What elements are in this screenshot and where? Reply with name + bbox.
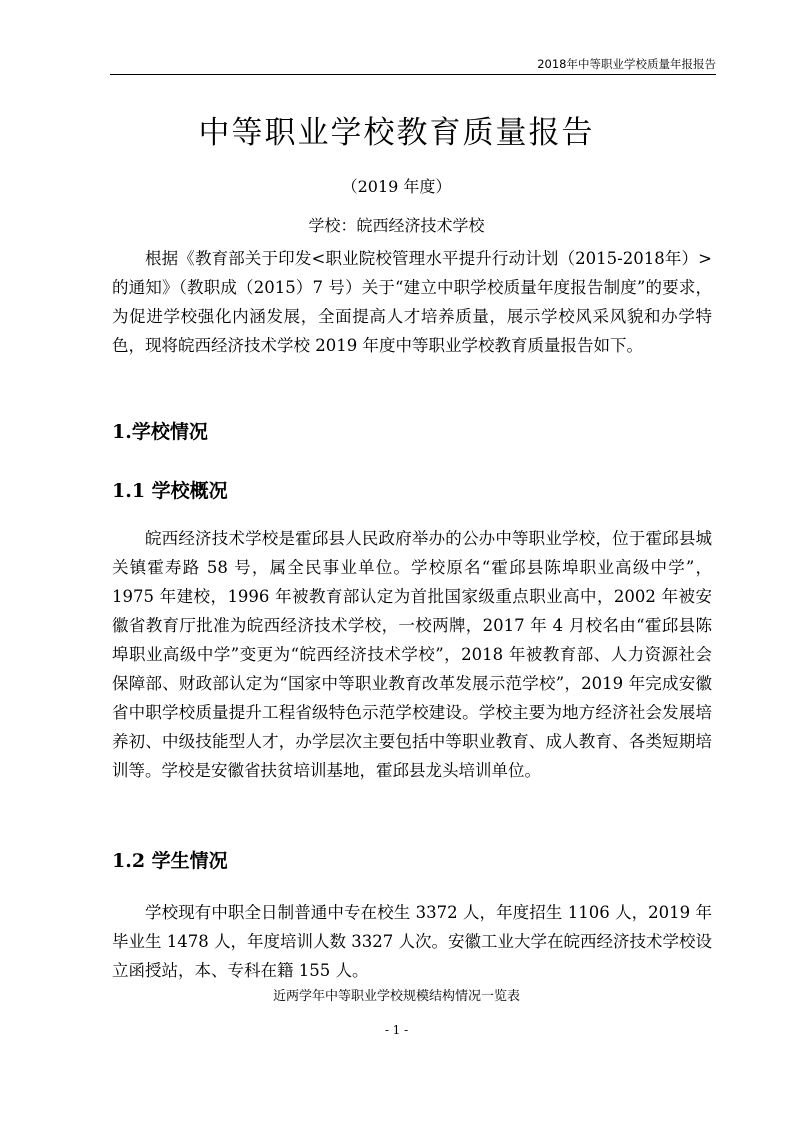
- section-heading-school-overview: 1.1 学校概况: [112, 480, 228, 502]
- document-subtitle: （2019 年度）: [341, 177, 452, 196]
- section-heading-school-situation: 1.学校情况: [112, 421, 208, 443]
- school-overview-paragraph: 皖西经济技术学校是霍邱县人民政府举办的公办中等职业学校，位于霍邱县城关镇霍寿路 58 号，属全民事业单位。学校原名“霍邱县陈埠职业高级中学”，1975 年建校，1996 年被教育部认定为首批国家级重点职业高中，2002 年被安徽省教育厅批准为皖西经济技术学校，一校两牌，2017 年 4 月校名由“霍邱县陈埠职业高级中学”变更为“皖西经济技术学校”，2018 年被教育部、人力资源社会保障部、财政部认定为“国家中等职业教育改革发展示范学校”，2019 年完成安徽省中职学校质量提升工程省级特色示范学校建设。学校主要为地方经济社会发展培养初、中级技能型人才，办学层次主要包括中等职业教育、成人教育、各类短期培训等。学校是安徽省扶贫培训基地，霍邱县龙头培训单位。: [112, 529, 712, 780]
- running-header: 2018年中等职业学校质量年报报告: [537, 57, 716, 71]
- document-title: 中等职业学校教育质量报告: [198, 115, 595, 151]
- page-number: - 1 -: [384, 1023, 409, 1037]
- header-divider: [110, 74, 716, 75]
- intro-paragraph: 根据《教育部关于印发<职业院校管理水平提升行动计划（2015-2018年）>的通知》（教职成（2015）7 号）关于“建立中职学校质量年度报告制度”的要求，为促进学校强化内涵发展，全面提高人才培养质量，展示学校风采风貌和办学特色，现将皖西经济技术学校 2019 年度中等职业学校教育质量报告如下。: [112, 249, 712, 355]
- student-situation-paragraph: 学校现有中职全日制普通中专在校生 3372 人，年度招生 1106 人，2019 年毕业生 1478 人，年度培训人数 3327 人次。安徽工业大学在皖西经济技术学校设立函授站，本、专科在籍 155 人。: [112, 903, 712, 980]
- school-name-line: 学校：皖西经济技术学校: [308, 216, 485, 235]
- table-caption: 近两学年中等职业学校规模结构情况一览表: [272, 989, 520, 1004]
- section-heading-student-situation: 1.2 学生情况: [112, 850, 228, 872]
